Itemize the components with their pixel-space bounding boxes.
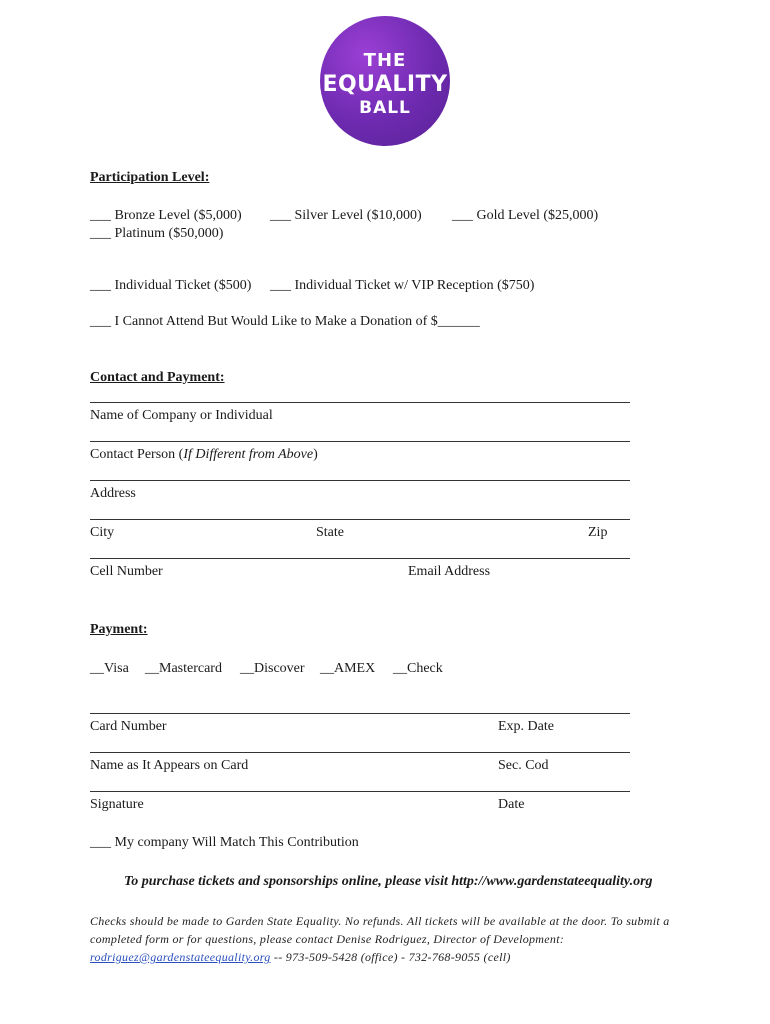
footer-line-3 [90, 950, 511, 965]
contact-email-link[interactable]: rodriguez@gardenstateequality.org [90, 950, 271, 964]
equality-ball-logo [320, 16, 450, 146]
exp-date-label: Exp. Date [498, 719, 554, 734]
option-company-match[interactable]: ___ My company Will Match This Contribution [90, 835, 359, 850]
option-bronze[interactable]: ___ Bronze Level ($5,000) [90, 208, 242, 223]
contact-person-field-line[interactable] [90, 441, 630, 442]
logo-line-the: THE [363, 50, 407, 71]
address-field-line[interactable] [90, 480, 630, 481]
participation-heading: Participation Level: [90, 170, 210, 185]
name-label: Name of Company or Individual [90, 408, 273, 423]
city-state-zip-field-line[interactable] [90, 519, 630, 520]
cell-email-field-line[interactable] [90, 558, 630, 559]
cell-number-label: Cell Number [90, 564, 163, 579]
card-number-label: Card Number [90, 719, 167, 734]
option-check[interactable]: __Check [393, 661, 443, 676]
option-silver[interactable]: ___ Silver Level ($10,000) [270, 208, 422, 223]
option-gold[interactable]: ___ Gold Level ($25,000) [452, 208, 599, 223]
date-label: Date [498, 797, 525, 812]
email-address-label: Email Address [408, 564, 491, 579]
address-label: Address [90, 486, 136, 501]
name-on-card-field-line[interactable] [90, 752, 630, 753]
option-donation[interactable]: ___ I Cannot Attend But Would Like to Make a Donation of $______ [90, 314, 480, 329]
card-number-field-line[interactable] [90, 713, 630, 714]
option-mastercard[interactable]: __Mastercard [145, 661, 222, 676]
state-label: State [316, 525, 344, 540]
footer-line-2: completed form or for questions, please contact Denise Rodriguez, Director of Development: [90, 932, 565, 946]
contact-phones: -- 973-509-5428 (office) - 732-768-9055 (cell) [270, 950, 511, 964]
contact-person-label [90, 447, 318, 463]
footer-line-1: Checks should be made to Garden State Equality. No refunds. All tickets will be available at the door. To submit a [90, 914, 670, 928]
option-vip-ticket[interactable]: ___ Individual Ticket w/ VIP Reception ($750) [270, 278, 535, 293]
city-label: City [90, 525, 115, 540]
payment-heading: Payment: [90, 622, 148, 637]
logo-line-ball: BALL [359, 98, 411, 118]
option-amex[interactable]: __AMEX [320, 661, 376, 676]
option-individual-ticket[interactable]: ___ Individual Ticket ($500) [90, 278, 252, 293]
purchase-online-note: To purchase tickets and sponsorships online, please visit http://www.gardenstateequality.org [124, 874, 653, 889]
zip-label: Zip [588, 525, 608, 540]
contact-person-text: Contact Person ( [90, 447, 184, 462]
name-field-line[interactable] [90, 402, 630, 403]
contact-person-note: If Different from Above [183, 447, 314, 462]
security-code-label: Sec. Cod [498, 758, 549, 773]
option-discover[interactable]: __Discover [240, 661, 305, 676]
name-on-card-label: Name as It Appears on Card [90, 758, 249, 773]
signature-label: Signature [90, 797, 144, 812]
contact-heading: Contact and Payment: [90, 370, 225, 385]
option-visa[interactable]: __Visa [90, 661, 129, 676]
contact-person-paren: ) [313, 447, 318, 462]
option-platinum[interactable]: ___ Platinum ($50,000) [90, 226, 224, 241]
signature-field-line[interactable] [90, 791, 630, 792]
logo-line-equality: EQUALITY [322, 72, 448, 97]
